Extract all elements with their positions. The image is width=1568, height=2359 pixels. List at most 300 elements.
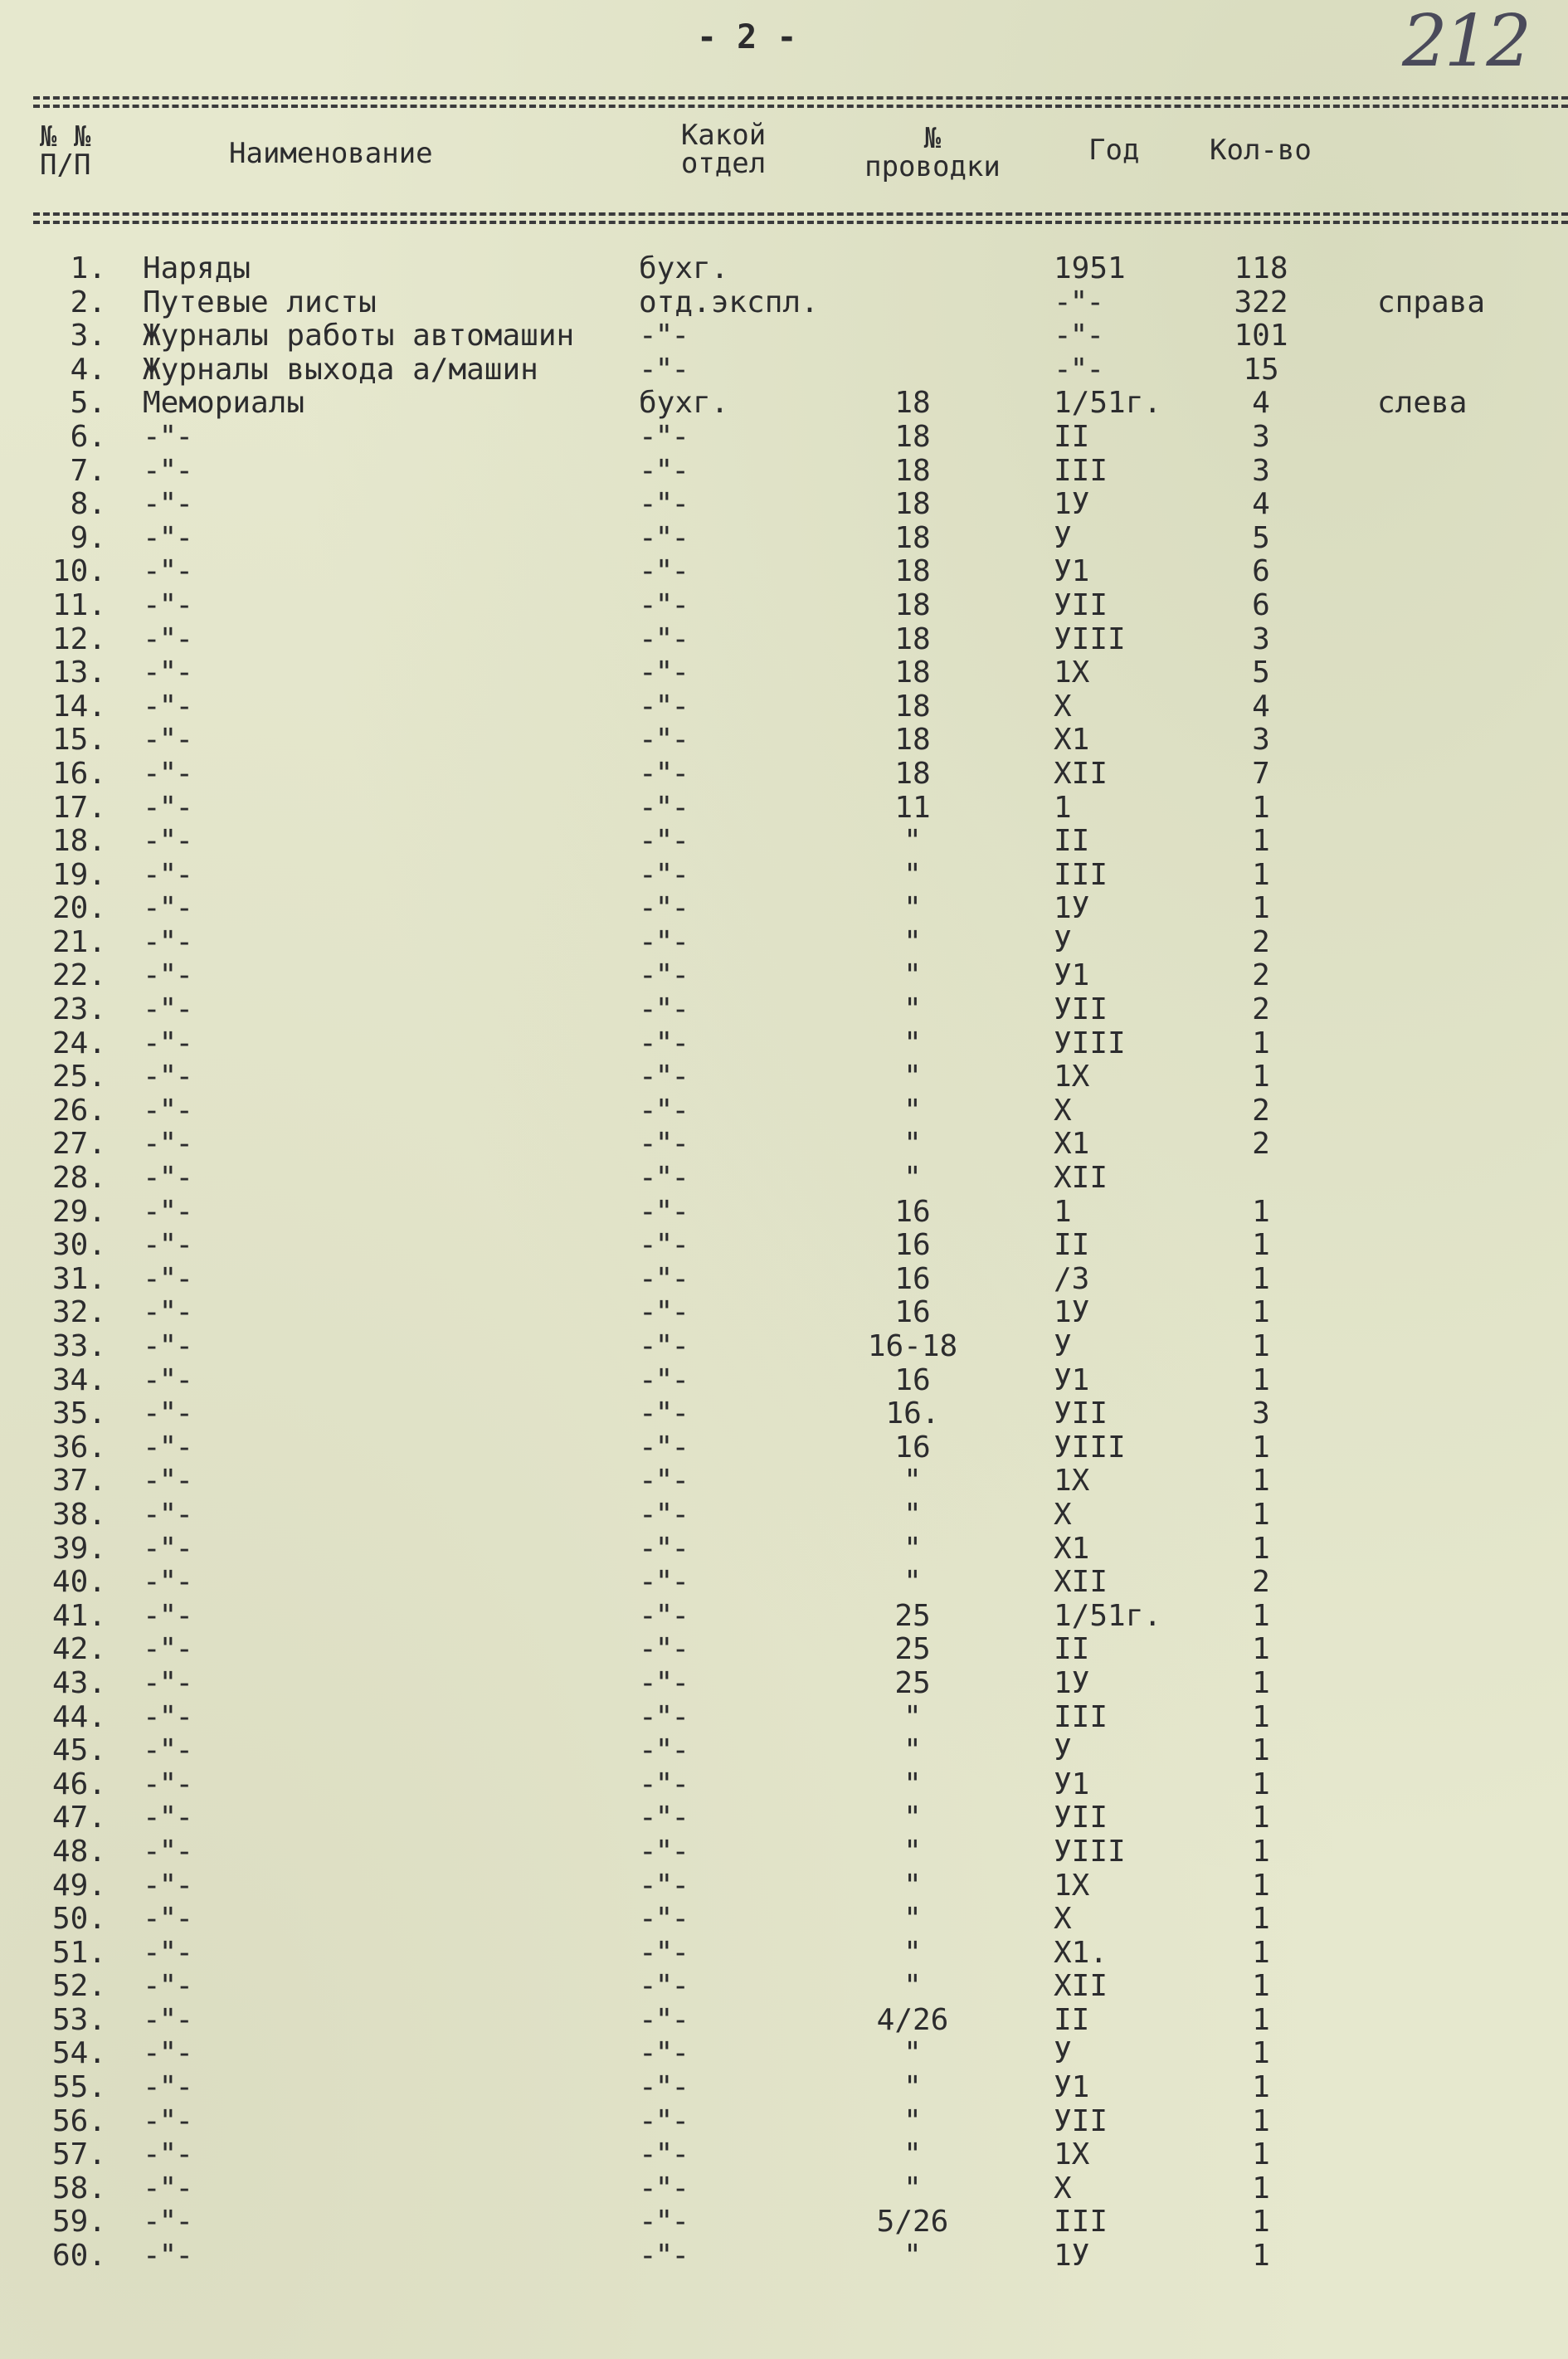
cell-year: Х [1054,689,1072,724]
table-row [0,2004,1568,2038]
cell-year: УIII [1054,1430,1126,1465]
cell-dept: -"- [639,1598,689,1633]
cell-pass: 25 [894,1598,931,1633]
cell-pass: 18 [894,621,931,656]
cell-num: 1. [70,251,106,285]
cell-num: 57. [51,2137,106,2172]
table-row [0,690,1568,724]
cell-year: -"- [1054,352,1103,387]
cell-qty: 1 [1252,2171,1270,2205]
table-row [0,455,1568,489]
cell-qty: 2 [1252,958,1270,993]
cell-num: 11. [51,587,106,622]
table-row [0,1465,1568,1499]
cell-qty: 1 [1252,1665,1270,1700]
cell-num: 9. [70,520,106,555]
cell-dept: -"- [639,621,689,656]
table-row [0,656,1568,690]
cell-num: 59. [51,2205,106,2240]
cell-dept: -"- [639,824,689,859]
cell-pass: " [903,1969,922,2004]
cell-year: УII [1054,587,1108,622]
cell-dept: -"- [639,1565,689,1600]
cell-name: -"- [143,1295,192,1330]
table-row [0,522,1568,556]
table-row [0,2071,1568,2105]
cell-num: 52. [51,1969,106,2004]
cell-pass: 18 [894,419,931,454]
cell-year: 1Х [1054,1060,1090,1094]
cell-pass: 25 [894,1632,931,1667]
table-row [0,1903,1568,1937]
cell-qty: 1 [1252,1497,1270,1532]
cell-name: -"- [143,1161,192,1196]
cell-dept: -"- [639,1261,689,1296]
cell-dept: -"- [639,352,689,387]
header-num: № № П/П [40,120,91,182]
cell-year: Х1 [1054,723,1090,758]
cell-name: -"- [143,487,192,522]
cell-name: -"- [143,1497,192,1532]
cell-num: 50. [51,1902,106,1937]
table-row [0,589,1568,623]
cell-year: У1 [1054,1767,1090,1801]
cell-name: -"- [143,992,192,1027]
header-pass: № проводки [864,122,1001,183]
cell-qty: 1 [1252,1362,1270,1397]
cell-year: У1 [1054,2070,1090,2105]
cell-name: -"- [143,824,192,859]
cell-num: 60. [51,2239,106,2274]
cell-pass: " [903,2103,922,2138]
cell-name: -"- [143,1362,192,1397]
cell-pass: " [903,1699,922,1734]
cell-num: 58. [51,2171,106,2205]
cell-pass: " [903,1093,922,1128]
cell-name: -"- [143,1733,192,1768]
cell-pass: 18 [894,689,931,724]
cell-dept: -"- [639,1295,689,1330]
cell-num: 47. [51,1801,106,1835]
cell-dept: -"- [639,487,689,522]
cell-qty: 1 [1252,1902,1270,1937]
cell-qty: 322 [1234,285,1288,319]
table-row [0,1364,1568,1398]
cell-num: 28. [51,1161,106,1196]
cell-year: УIII [1054,1834,1126,1869]
cell-pass: " [903,1767,922,1801]
cell-pass: " [903,1834,922,1869]
cell-qty: 1 [1252,1834,1270,1869]
cell-name: -"- [143,924,192,959]
cell-name: -"- [143,554,192,589]
cell-pass: 16-18 [867,1329,958,1363]
cell-qty: 1 [1252,1060,1270,1094]
cell-year: 1Х [1054,1464,1090,1499]
cell-dept: -"- [639,554,689,589]
cell-dept: -"- [639,1161,689,1196]
cell-dept: бухг. [639,251,729,285]
cell-dept: -"- [639,319,689,353]
header-bottom-rule [33,212,1568,224]
cell-num: 42. [51,1632,106,1667]
cell-pass: 18 [894,587,931,622]
cell-dept: -"- [639,723,689,758]
cell-dept: -"- [639,1733,689,1768]
cell-num: 48. [51,1834,106,1869]
cell-name: -"- [143,1396,192,1431]
table-row [0,2240,1568,2274]
cell-qty: 3 [1252,621,1270,656]
cell-num: 49. [51,1868,106,1903]
cell-num: 22. [51,958,106,993]
cell-name: -"- [143,1935,192,1970]
cell-year: II [1054,419,1090,454]
cell-name: Журналы выхода а/машин [143,352,538,387]
cell-year: -"- [1054,319,1103,353]
cell-pass: 18 [894,723,931,758]
cell-year: УII [1054,1801,1108,1835]
table-row [0,2105,1568,2139]
cell-name: -"- [143,2036,192,2071]
table-row [0,1533,1568,1567]
cell-dept: -"- [639,1902,689,1937]
cell-num: 55. [51,2070,106,2105]
cell-dept: -"- [639,958,689,993]
cell-year: Х1. [1054,1935,1108,1970]
cell-num: 7. [70,453,106,488]
cell-pass: " [903,1565,922,1600]
cell-name: -"- [143,453,192,488]
table-row [0,1196,1568,1230]
cell-num: 23. [51,992,106,1027]
header-qty: Кол-во [1210,134,1312,167]
table-row [0,1330,1568,1364]
cell-year: 1 [1054,1194,1072,1229]
cell-pass: " [903,992,922,1027]
cell-qty: 1 [1252,1969,1270,2004]
cell-name: -"- [143,1430,192,1465]
cell-qty: 1 [1252,1329,1270,1363]
table-row [0,1835,1568,1869]
cell-qty: 1 [1252,1464,1270,1499]
cell-num: 54. [51,2036,106,2071]
cell-qty: 2 [1252,992,1270,1027]
cell-pass: 18 [894,520,931,555]
cell-qty: 2 [1252,1565,1270,1600]
cell-name: -"- [143,1329,192,1363]
cell-pass: 16 [894,1261,931,1296]
cell-year: УIII [1054,1026,1126,1060]
cell-year: 1У [1054,487,1090,522]
cell-pass: " [903,1497,922,1532]
cell-num: 26. [51,1093,106,1128]
cell-year: Х [1054,1093,1072,1128]
cell-name: -"- [143,1868,192,1903]
cell-year: У [1054,924,1072,959]
cell-qty: 6 [1252,554,1270,589]
cell-dept: -"- [639,1632,689,1667]
cell-name: -"- [143,621,192,656]
cell-name: -"- [143,587,192,622]
cell-pass: " [903,2239,922,2274]
cell-qty: 1 [1252,1295,1270,1330]
table-row [0,1566,1568,1600]
cell-num: 2. [70,285,106,319]
cell-dept: -"- [639,689,689,724]
cell-dept: -"- [639,1801,689,1835]
cell-year: Х [1054,1902,1072,1937]
cell-pass: " [903,1060,922,1094]
cell-num: 15. [51,723,106,758]
cell-name: Журналы работы автомашин [143,319,575,353]
table-row [0,2138,1568,2172]
table-row [0,555,1568,589]
cell-year: ХII [1054,1161,1108,1196]
cell-year: У1 [1054,1362,1090,1397]
cell-year: 1У [1054,1665,1090,1700]
cell-qty: 1 [1252,2070,1270,2105]
cell-qty: 1 [1252,1733,1270,1768]
cell-year: 1 [1054,790,1072,825]
cell-year: II [1054,2002,1090,2037]
cell-dept: -"- [639,1228,689,1263]
cell-dept: -"- [639,1935,689,1970]
table-row [0,724,1568,758]
cell-year: 1/51г. [1054,386,1162,421]
cell-num: 19. [51,857,106,892]
cell-year: УII [1054,2103,1108,2138]
cell-dept: -"- [639,756,689,791]
cell-pass: " [903,857,922,892]
cell-year: II [1054,824,1090,859]
cell-dept: -"- [639,2070,689,2105]
cell-dept: -"- [639,656,689,690]
cell-name: -"- [143,2239,192,2274]
archive-sheet-number: 212 [1402,0,1529,83]
cell-dept: -"- [639,1699,689,1734]
cell-year: 1У [1054,1295,1090,1330]
cell-num: 46. [51,1767,106,1801]
cell-pass: " [903,891,922,926]
table-row [0,1600,1568,1634]
cell-year: У [1054,520,1072,555]
cell-qty: 1 [1252,1598,1270,1633]
cell-pass: " [903,1801,922,1835]
cell-year: ХII [1054,1969,1108,2004]
cell-pass: 16 [894,1194,931,1229]
cell-dept: -"- [639,2103,689,2138]
cell-year: 1Х [1054,1868,1090,1903]
cell-pass: " [903,1531,922,1566]
cell-name: -"- [143,2070,192,2105]
cell-num: 43. [51,1665,106,1700]
cell-num: 12. [51,621,106,656]
table-row [0,1937,1568,1971]
table-row [0,859,1568,893]
cell-pass: " [903,2137,922,2172]
cell-name: Наряды [143,251,251,285]
table-row [0,1701,1568,1735]
cell-num: 31. [51,1261,106,1296]
header-dept: Какой отдел [680,119,767,180]
cell-num: 16. [51,756,106,791]
table-row [0,993,1568,1027]
cell-year: 1У [1054,2239,1090,2274]
cell-dept: -"- [639,891,689,926]
cell-year: Х1 [1054,1531,1090,1566]
cell-name: -"- [143,419,192,454]
table-row [0,1499,1568,1533]
cell-year: ХII [1054,1565,1108,1600]
cell-dept: -"- [639,2171,689,2205]
cell-qty: 3 [1252,1396,1270,1431]
cell-name: -"- [143,723,192,758]
cell-year: /3 [1054,1261,1090,1296]
cell-pass: " [903,1127,922,1162]
table-row [0,623,1568,657]
cell-name: -"- [143,2137,192,2172]
cell-year: УII [1054,1396,1108,1431]
cell-num: 8. [70,487,106,522]
cell-name: -"- [143,790,192,825]
cell-pass: " [903,2070,922,2105]
cell-num: 32. [51,1295,106,1330]
cell-pass: 11 [894,790,931,825]
cell-dept: -"- [639,419,689,454]
table-row [0,1162,1568,1196]
cell-qty: 1 [1252,857,1270,892]
cell-name: -"- [143,1026,192,1060]
cell-dept: -"- [639,1060,689,1094]
cell-dept: -"- [639,2239,689,2274]
cell-name: -"- [143,1261,192,1296]
table-row [0,488,1568,522]
cell-name: -"- [143,1801,192,1835]
cell-year: У [1054,1733,1072,1768]
cell-qty: 1 [1252,2205,1270,2240]
table-row [0,758,1568,792]
cell-name: -"- [143,1665,192,1700]
cell-pass: " [903,824,922,859]
table-row [0,1768,1568,1802]
table-row [0,792,1568,826]
cell-num: 13. [51,656,106,690]
cell-pass: 25 [894,1665,931,1700]
cell-name: -"- [143,1531,192,1566]
cell-name: -"- [143,958,192,993]
table-row [0,1060,1568,1094]
cell-name: -"- [143,1464,192,1499]
cell-pass: 16 [894,1430,931,1465]
cell-year: ХII [1054,756,1108,791]
cell-num: 39. [51,1531,106,1566]
table-row [0,1263,1568,1297]
cell-num: 14. [51,689,106,724]
cell-name: -"- [143,689,192,724]
cell-pass: " [903,1464,922,1499]
cell-num: 44. [51,1699,106,1734]
table-row [0,252,1568,286]
cell-pass: 18 [894,453,931,488]
cell-dept: -"- [639,1396,689,1431]
cell-name: -"- [143,1632,192,1667]
cell-num: 56. [51,2103,106,2138]
cell-qty: 3 [1252,453,1270,488]
cell-name: -"- [143,2205,192,2240]
cell-dept: -"- [639,2137,689,2172]
cell-pass: 4/26 [876,2002,949,2037]
cell-dept: -"- [639,1430,689,1465]
table-row [0,2205,1568,2240]
cell-pass: " [903,1902,922,1937]
cell-num: 36. [51,1430,106,1465]
table-row [0,892,1568,926]
cell-num: 4. [70,352,106,387]
table-row [0,1229,1568,1263]
table-row [0,1094,1568,1128]
cell-year: У [1054,1329,1072,1363]
cell-num: 20. [51,891,106,926]
cell-name: -"- [143,1565,192,1600]
cell-num: 27. [51,1127,106,1162]
cell-qty: 15 [1243,352,1279,387]
cell-pass: " [903,1161,922,1196]
cell-year: 1951 [1054,251,1126,285]
table-row [0,1296,1568,1330]
cell-num: 35. [51,1396,106,1431]
cell-pass: " [903,1026,922,1060]
cell-num: 38. [51,1497,106,1532]
cell-num: 41. [51,1598,106,1633]
cell-dept: -"- [639,2002,689,2037]
cell-num: 24. [51,1026,106,1060]
cell-name: -"- [143,656,192,690]
table-row [0,286,1568,320]
table-row [0,353,1568,387]
cell-pass: 18 [894,554,931,589]
cell-num: 29. [51,1194,106,1229]
cell-num: 33. [51,1329,106,1363]
cell-qty: 118 [1234,251,1288,285]
cell-pass: 5/26 [876,2205,949,2240]
cell-name: -"- [143,1228,192,1263]
table-row [0,319,1568,353]
cell-qty: 101 [1234,319,1288,353]
cell-num: 30. [51,1228,106,1263]
table-row [0,2172,1568,2206]
table-row [0,1667,1568,1701]
cell-year: У1 [1054,958,1090,993]
cell-dept: -"- [639,992,689,1027]
cell-num: 3. [70,319,106,353]
cell-qty: 2 [1252,1127,1270,1162]
cell-year: II [1054,1228,1090,1263]
table-row [0,1128,1568,1162]
cell-num: 18. [51,824,106,859]
cell-name: Мемориалы [143,386,305,421]
table-row [0,825,1568,859]
cell-dept: -"- [639,1969,689,2004]
cell-pass: 18 [894,386,931,421]
cell-dept: -"- [639,1531,689,1566]
cell-name: -"- [143,756,192,791]
cell-year: УIII [1054,621,1126,656]
cell-dept: -"- [639,1093,689,1128]
cell-note: слева [1377,386,1468,421]
table-row [0,1869,1568,1903]
cell-num: 51. [51,1935,106,1970]
